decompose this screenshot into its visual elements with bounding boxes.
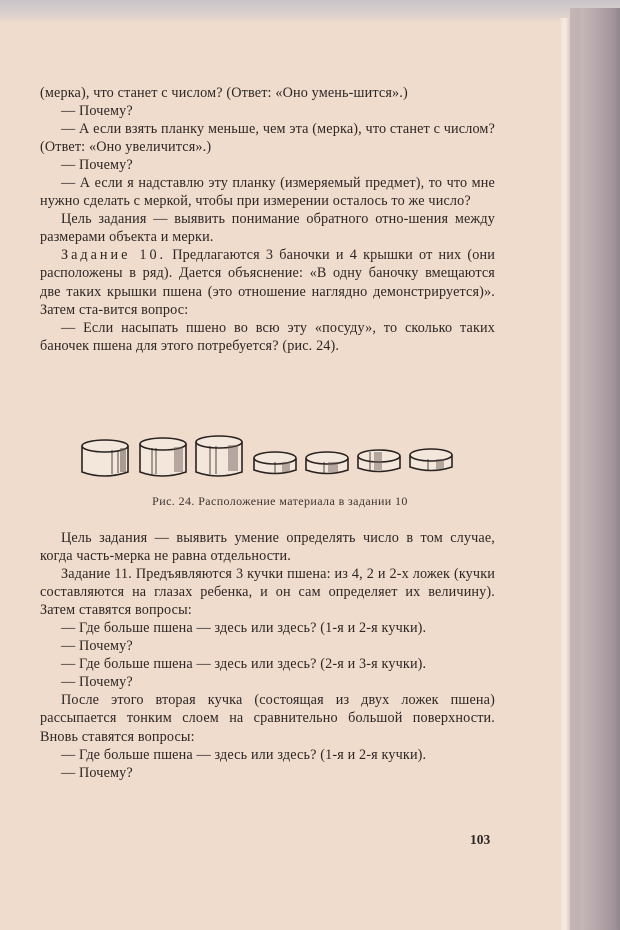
jar-icon: [196, 436, 242, 476]
cover-shading: [580, 8, 620, 930]
scan-top-shadow: [0, 0, 620, 24]
jar-icon: [140, 438, 186, 476]
paragraph: — Где больше пшена — здесь или здесь? (1-я и 2-я кучки).: [61, 620, 427, 637]
paragraph: — А если я надставлю эту планку (измеряемый предмет), то что мне нужно сделать с меркой, чтобы при измерении осталось то же число?: [40, 175, 495, 210]
task-text: Предлагаются 3 баночки и 4 крышки от них (они расположены в ряд). Дается объяснение: «В одну баночку вмещаются две таких крышки пшена (это отношение наглядно демонстрируется)». Затем ста-вится вопрос:: [40, 247, 495, 318]
paragraph: — Где больше пшена — здесь или здесь? (1-я и 2-я кучки).: [61, 746, 427, 763]
paragraph: — Почему?: [61, 103, 133, 120]
figure-jars-and-lids: [70, 430, 470, 485]
lid-icon: [254, 452, 296, 474]
paragraph: — Почему?: [61, 674, 133, 691]
paragraph: После этого вторая кучка (состоящая из двух ложек пшена) рассыпается тонким слоем на сравнительно большой поверхности. Вновь ставятся вопросы:: [40, 692, 495, 745]
paragraph-task-10: [40, 246, 495, 318]
lid-icon: [410, 449, 452, 471]
paragraph: — Почему?: [61, 764, 133, 781]
text-block-bottom: [40, 529, 495, 782]
paragraph: Цель задания — выявить умение определять число в том случае, когда часть-мерка не равна отдельности.: [40, 530, 495, 565]
figure-caption: Рис. 24. Расположение материала в задании 10: [152, 494, 408, 508]
paragraph: (мерка), что станет с числом? (Ответ: «Оно умень-шится».): [40, 85, 408, 101]
task-text: Предъявляются 3 кучки пшена: из 4, 2 и 2-х ложек (кучки составляются на глазах ребенка, и он сам определяет их величину). Затем ставятся вопросы:: [40, 566, 495, 619]
page-number: 103: [470, 832, 491, 847]
lid-icon: [306, 452, 348, 474]
paragraph-task-11: [40, 565, 495, 619]
paragraph: — А если взять планку меньше, чем эта (мерка), что станет с числом? (Ответ: «Оно увеличится».): [40, 121, 495, 156]
paragraph: — Если насыпать пшено во всю эту «посуду», то сколько таких баночек пшена для этого потребуется? (рис. 24).: [40, 319, 495, 354]
paragraph: — Почему?: [61, 638, 133, 655]
lid-icon: [358, 450, 400, 472]
text-block-top: [40, 84, 495, 355]
task-label: Задание 11.: [61, 566, 132, 583]
paragraph: Цель задания — выявить понимание обратного отно-шения между размерами объекта и мерки.: [40, 211, 495, 246]
paragraph: — Почему?: [61, 157, 133, 174]
jar-icon: [82, 440, 128, 476]
page-edge: [560, 18, 570, 930]
paragraph: — Где больше пшена — здесь или здесь? (2-я и 3-я кучки).: [61, 656, 427, 673]
jars-lids-illustration: [70, 430, 470, 485]
task-label: Задание 10.: [61, 247, 167, 264]
